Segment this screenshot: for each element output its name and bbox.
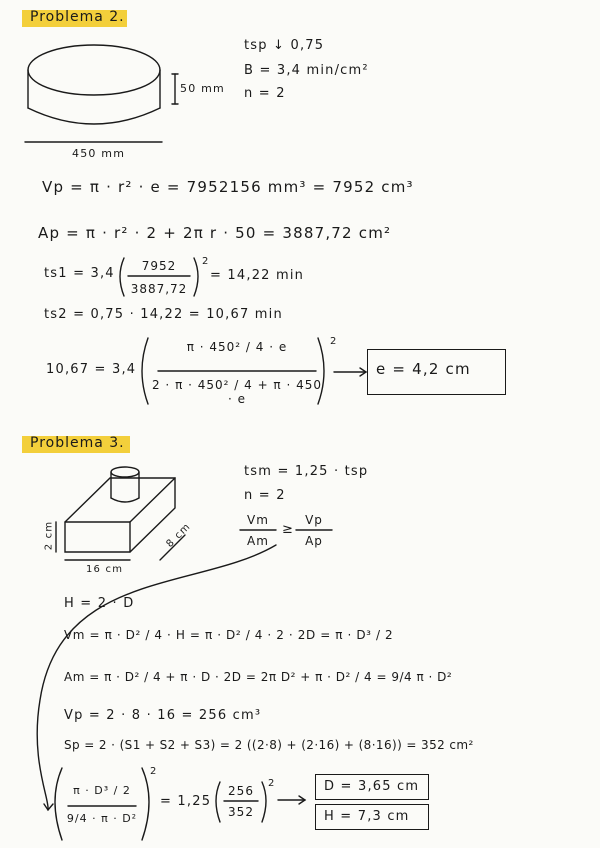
ts1-exponent: 2 bbox=[202, 256, 210, 267]
eq-left: 10,67 = 3,4 bbox=[46, 362, 137, 377]
final-paren-left bbox=[55, 768, 62, 840]
vp-equation-3: Vp = 2 · 8 · 16 = 256 cm³ bbox=[64, 708, 262, 723]
vm-equation: Vm = π · D² / 4 · H = π · D² / 4 · 2 · 2D = π · D³ / 2 bbox=[64, 628, 394, 642]
ratio-ge: ≥ bbox=[282, 522, 295, 537]
ratio-vp: Vp bbox=[305, 513, 323, 527]
final-frac-exponent: 2 bbox=[268, 778, 276, 789]
ap-equation: Ap = π · r² · 2 + 2π r · 50 = 3887,72 cm² bbox=[38, 224, 392, 242]
ratio-vm: Vm bbox=[247, 513, 269, 527]
eq-exponent: 2 bbox=[330, 336, 338, 347]
result-e: e = 4,2 cm bbox=[376, 360, 471, 378]
block-depth-label: 8 cm bbox=[164, 521, 194, 550]
block-sketch bbox=[56, 467, 185, 560]
sp-equation: Sp = 2 · (S1 + S2 + S3) = 2 ((2·8) + (2·16) + (8·16)) = 352 cm² bbox=[64, 738, 474, 752]
ts2-equation: ts2 = 0,75 · 14,22 = 10,67 min bbox=[44, 307, 283, 322]
result-h: H = 7,3 cm bbox=[324, 809, 410, 824]
final-numerator: π · D³ / 2 bbox=[73, 784, 131, 797]
final-paren-right bbox=[142, 768, 149, 840]
final-frac-paren-right bbox=[262, 782, 266, 822]
problem3-title: Problema 3. bbox=[30, 435, 125, 451]
problem2-title: Problema 2. bbox=[30, 9, 125, 25]
ts1-denominator: 3887,72 bbox=[130, 282, 188, 296]
ts1-paren-right bbox=[194, 258, 198, 296]
final-frac-numerator: 256 bbox=[228, 784, 254, 798]
ratio-ap: Ap bbox=[305, 534, 323, 548]
disc-width-label: 450 mm bbox=[72, 147, 126, 160]
eq-denominator: 2 · π · 450² / 4 + π · 450 · e bbox=[151, 378, 323, 406]
final-mid: = 1,25 bbox=[160, 794, 212, 809]
am-equation: Am = π · D² / 4 + π · D · 2D = 2π D² + π · D² / 4 = 9/4 π · D² bbox=[64, 670, 453, 684]
given-b: B = 3,4 min/cm² bbox=[244, 63, 369, 78]
ts1-left: ts1 = 3,4 bbox=[44, 266, 115, 281]
given-tsp: tsp ↓ 0,75 bbox=[244, 38, 325, 53]
final-frac-paren-left bbox=[216, 782, 220, 822]
final-denominator: 9/4 · π · D² bbox=[66, 812, 138, 825]
given-tsm: tsm = 1,25 · tsp bbox=[244, 464, 369, 479]
h-equation: H = 2 · D bbox=[64, 596, 135, 611]
vp-equation: Vp = π · r² · e = 7952156 mm³ = 7952 cm³ bbox=[42, 178, 414, 196]
eq-numerator: π · 450² / 4 · e bbox=[186, 340, 288, 354]
ratio-am: Am bbox=[247, 534, 269, 548]
given-n-3: n = 2 bbox=[244, 488, 286, 503]
block-height-label: 2 cm bbox=[43, 520, 55, 551]
ts1-right: = 14,22 min bbox=[210, 268, 305, 283]
final-frac-denominator: 352 bbox=[228, 805, 254, 819]
disc-height-label: 50 mm bbox=[180, 82, 225, 95]
ts1-numerator: 7952 bbox=[141, 259, 177, 273]
block-width-label: 16 cm bbox=[86, 564, 124, 575]
given-n: n = 2 bbox=[244, 86, 286, 101]
disc-sketch bbox=[25, 45, 178, 142]
final-exponent: 2 bbox=[150, 766, 158, 777]
result-d: D = 3,65 cm bbox=[324, 779, 420, 794]
eq-paren-left bbox=[142, 338, 148, 404]
